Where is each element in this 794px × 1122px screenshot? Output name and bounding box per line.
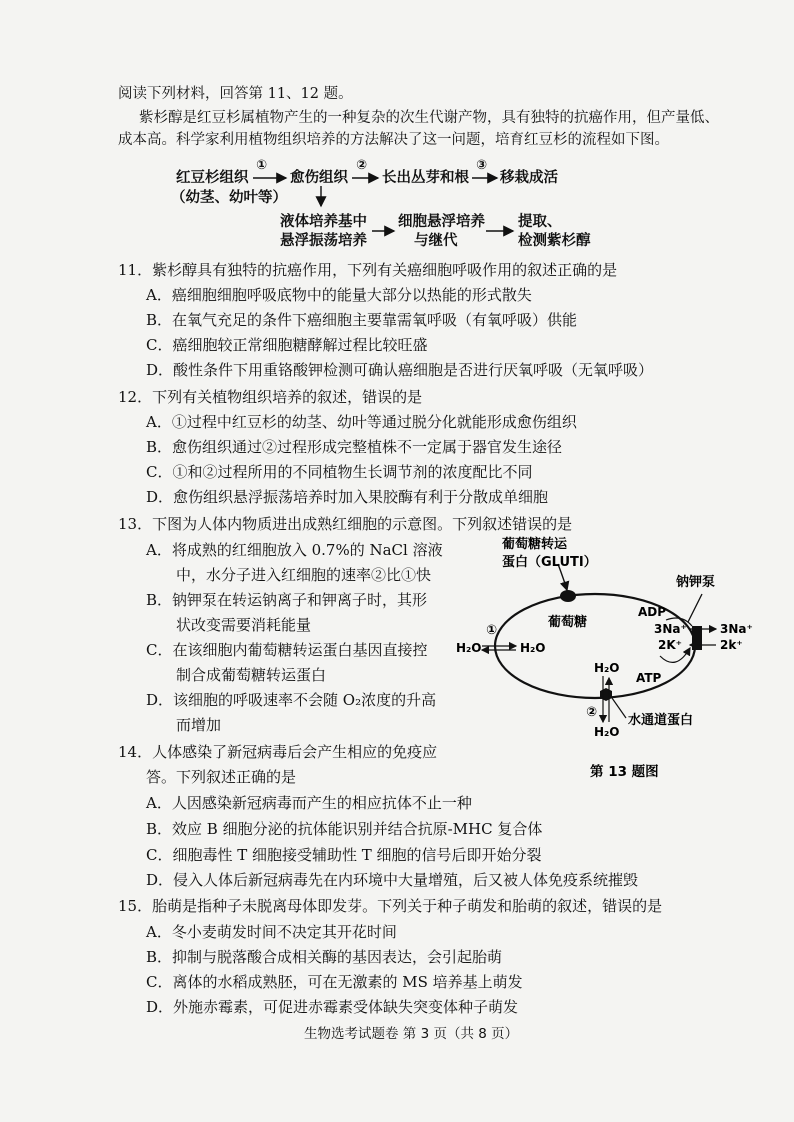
h2o-outside-left: H₂O [456, 641, 482, 655]
k-inside-label: 2K⁺ [658, 638, 682, 652]
question-13-option-d-1: D．该细胞的呼吸速率不会随 O₂浓度的升高 [146, 691, 437, 709]
question-13-option-c-2: 制合成葡萄糖转运蛋白 [176, 666, 327, 684]
flow-node-shoots: 长出丛芽和根 [382, 170, 469, 186]
flow-node-extract-2: 检测紫杉醇 [518, 233, 591, 249]
pump-label: 钠钾泵 [676, 575, 716, 590]
flow-node-suspension-2: 与继代 [414, 233, 458, 249]
page-footer: 生物选考试题卷 第 3 页（共 8 页） [304, 1026, 519, 1042]
h2o-inside-bottom: H₂O [594, 661, 620, 675]
question-13-stem: 13．下图为人体内物质进出成熟红细胞的示意图。下列叙述错误的是 [118, 515, 573, 533]
adp-label: ADP [638, 605, 667, 619]
question-12-option-a: A．①过程中红豆杉的幼茎、幼叶等通过脱分化就能形成愈伤组织 [146, 413, 577, 431]
red-blood-cell-figure [440, 536, 760, 791]
flow-node-callus: 愈伤组织 [290, 170, 348, 186]
question-11-option-b: B．在氧气充足的条件下癌细胞主要靠需氧呼吸（有氧呼吸）供能 [146, 311, 578, 329]
flow-node-liquid-2: 悬浮振荡培养 [280, 233, 367, 249]
aquaporin-icon [600, 688, 612, 701]
question-15-option-d: D．外施赤霉素，可促进赤霉素受体缺失突变体种子萌发 [146, 998, 519, 1016]
h2o-inside-left: H₂O [520, 641, 546, 655]
question-15-option-c: C．离体的水稻成熟胚，可在无激素的 MS 培养基上萌发 [146, 973, 523, 991]
question-12-option-c: C．①和②过程所用的不同植物生长调节剂的浓度配比不同 [146, 463, 533, 481]
question-11-option-c: C．癌细胞较正常细胞糖酵解过程比较旺盛 [146, 336, 428, 354]
question-14-option-b: B．效应 B 细胞分泌的抗体能识别并结合抗原-MHC 复合体 [146, 820, 543, 838]
question-11-option-a: A．癌细胞细胞呼吸底物中的能量大部分以热能的形式散失 [146, 286, 532, 304]
question-14-option-c: C．细胞毒性 T 细胞接受辅助性 T 细胞的信号后即开始分裂 [146, 846, 542, 864]
intro-line-3: 成本高。科学家利用植物组织培养的方法解决了这一问题，培育红豆杉的流程如下图。 [118, 132, 669, 148]
figure-caption: 第 13 题图 [590, 764, 659, 780]
k-outside-label: 2k⁺ [720, 638, 743, 652]
question-11-stem: 11．紫杉醇具有独特的抗癌作用，下列有关癌细胞呼吸作用的叙述正确的是 [118, 261, 618, 279]
atp-label: ATP [636, 671, 662, 685]
flow-node-tissue: 红豆杉组织 [176, 170, 249, 186]
flow-arrows [0, 0, 794, 260]
flow-node-liquid-1: 液体培养基中 [280, 214, 367, 230]
question-15-option-a: A．冬小麦萌发时间不决定其开花时间 [146, 923, 397, 941]
question-13-option-c-1: C．在该细胞内葡萄糖转运蛋白基因直接控 [146, 641, 428, 659]
question-13-option-b-2: 状改变需要消耗能量 [176, 616, 312, 634]
intro-line-2: 紫杉醇是红豆杉属植物产生的一种复杂的次生代谢产物，具有独特的抗癌作用，但产量低、 [139, 110, 719, 126]
glut-label-2: 蛋白（GLUTI） [502, 555, 597, 570]
na-inside-label: 3Na⁺ [654, 622, 687, 636]
flow-node-extract-1: 提取、 [518, 214, 562, 230]
question-11-option-d: D．酸性条件下用重铬酸钾检测可确认癌细胞是否进行厌氧呼吸（无氧呼吸） [146, 361, 654, 379]
question-12-option-d: D．愈伤组织悬浮振荡培养时加入果胶酶有利于分散成单细胞 [146, 488, 549, 506]
question-15-option-b: B．抑制与脱落酸合成相关酶的基因表达，会引起胎萌 [146, 948, 503, 966]
flow-step-2: ② [356, 158, 368, 173]
glucose-label: 葡萄糖 [548, 615, 588, 630]
question-12-stem: 12．下列有关植物组织培养的叙述，错误的是 [118, 388, 423, 406]
glut-label-1: 葡萄糖转运 [502, 537, 568, 552]
circle-2-label: ② [586, 705, 598, 720]
question-14-stem-1: 14．人体感染了新冠病毒后会产生相应的免疫应 [118, 743, 438, 761]
na-outside-label: 3Na⁺ [720, 622, 753, 636]
h2o-outside-bottom: H₂O [594, 725, 620, 739]
aquaporin-label: 水通道蛋白 [628, 713, 694, 728]
flow-node-suspension-1: 细胞悬浮培养 [398, 214, 485, 230]
question-14-option-d: D．侵入人体后新冠病毒先在内环境中大量增殖，后又被人体免疫系统摧毁 [146, 871, 639, 889]
flow-step-3: ③ [476, 158, 488, 173]
intro-line-1: 阅读下列材料，回答第 11、12 题。 [118, 86, 353, 102]
flow-node-tissue-sub: （幼茎、幼叶等） [171, 190, 287, 206]
question-13-option-a-1: A．将成熟的红细胞放入 0.7%的 NaCl 溶液 [146, 541, 443, 559]
question-13-option-a-2: 中，水分子进入红细胞的速率②比①快 [176, 566, 432, 584]
question-14-stem-2: 答。下列叙述正确的是 [146, 768, 297, 786]
flow-step-1: ① [256, 158, 268, 173]
glut-protein-icon [560, 590, 576, 602]
circle-1-label: ① [486, 623, 498, 638]
question-14-option-a: A．人因感染新冠病毒而产生的相应抗体不止一种 [146, 794, 472, 812]
question-13-option-b-1: B．钠钾泵在转运钠离子和钾离子时，其形 [146, 591, 428, 609]
question-12-option-b: B．愈伤组织通过②过程形成完整植株不一定属于器官发生途径 [146, 438, 563, 456]
question-13-option-d-2: 而增加 [176, 716, 222, 734]
question-15-stem: 15．胎萌是指种子未脱离母体即发芽。下列关于种子萌发和胎萌的叙述，错误的是 [118, 897, 663, 915]
flow-node-transplant: 移栽成活 [500, 170, 558, 186]
